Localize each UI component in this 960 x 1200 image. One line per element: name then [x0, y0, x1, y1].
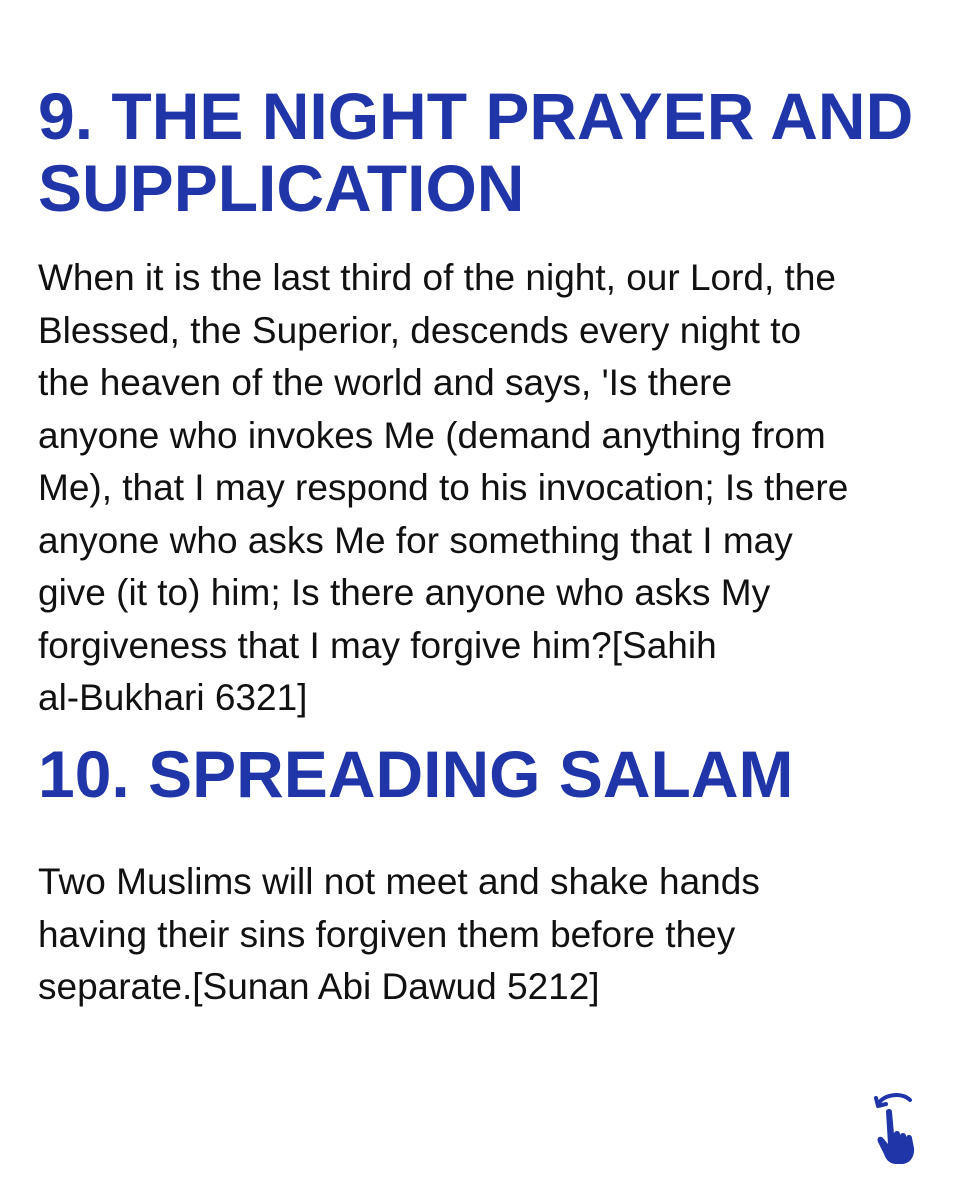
section-9-body [38, 252, 848, 725]
body-line: anyone who asks Me for something that I may [38, 519, 793, 561]
section-9-heading [38, 80, 913, 224]
body-line: forgiveness that I may forgive him?[Sahih [38, 624, 717, 666]
section-10-body [38, 856, 760, 1014]
body-line: Blessed, the Superior, descends every night to [38, 309, 802, 351]
heading-line: SUPPLICATION [38, 151, 525, 225]
swipe-hand-icon [872, 1090, 936, 1166]
section-10-heading [38, 738, 793, 810]
body-line: When it is the last third of the night, our Lord, the [38, 257, 836, 298]
body-line: anyone who invokes Me (demand anything from [38, 414, 826, 456]
body-line: give (it to) him; Is there anyone who asks My [38, 572, 771, 613]
body-line: separate.[Sunan Abi Dawud 5212] [38, 966, 600, 1007]
body-line: having their sins forgiven them before they [38, 913, 736, 955]
body-line: Two Muslims will not meet and shake hands [38, 861, 760, 902]
body-line: the heaven of the world and says, 'Is there [38, 362, 733, 403]
heading-line: 9. THE NIGHT PRAYER AND [38, 79, 914, 153]
body-line: al-Bukhari 6321] [38, 677, 308, 718]
body-line: Me), that I may respond to his invocation; Is there [38, 467, 849, 508]
swipe-hand-icon[interactable] [872, 1090, 936, 1166]
heading-line: 10. SPREADING SALAM [38, 737, 794, 811]
